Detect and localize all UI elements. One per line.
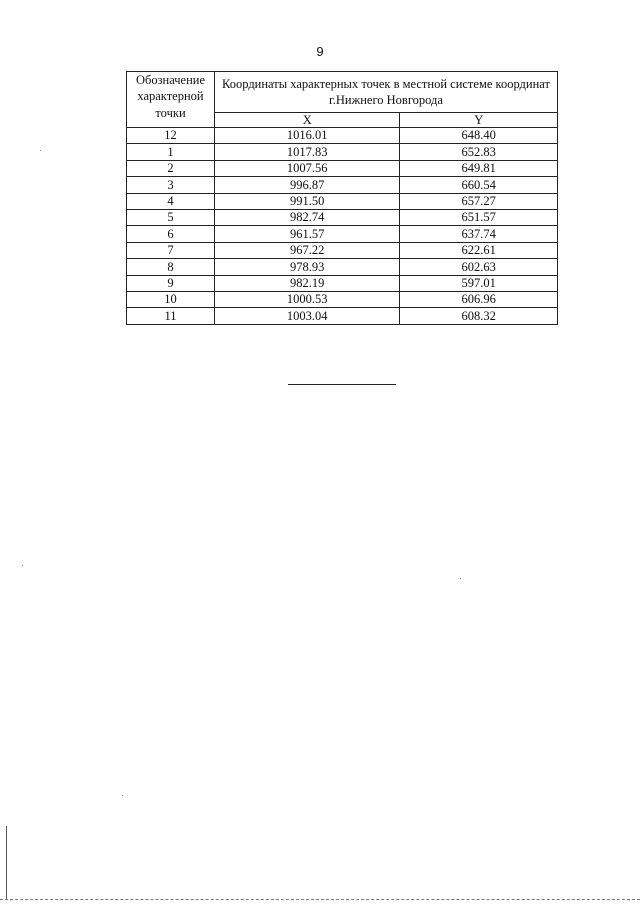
point-cell: 11 [127,308,215,324]
point-cell: 10 [127,291,215,307]
y-cell: 637.74 [400,226,558,242]
y-cell: 651.57 [400,209,558,225]
table-row [127,242,558,258]
point-cell: 12 [127,128,215,144]
x-cell: 978.93 [215,259,400,275]
y-cell: 608.32 [400,308,558,324]
y-cell: 652.83 [400,144,558,160]
table-row [127,209,558,225]
scan-speck [22,565,23,566]
point-cell: 2 [127,160,215,176]
x-cell: 1003.04 [215,308,400,324]
x-cell: 1016.01 [215,128,400,144]
x-cell: 961.57 [215,226,400,242]
x-cell: 1007.56 [215,160,400,176]
table-row [127,144,558,160]
x-cell: 1017.83 [215,144,400,160]
x-cell: 996.87 [215,177,400,193]
x-cell: 982.19 [215,275,400,291]
y-cell: 649.81 [400,160,558,176]
point-cell: 6 [127,226,215,242]
page-number: 9 [316,44,324,59]
scan-bottom-edge [0,899,640,900]
y-cell: 648.40 [400,128,558,144]
x-cell: 982.74 [215,209,400,225]
header-y: Y [400,113,558,128]
point-cell: 5 [127,209,215,225]
header-point-designation: Обозначение характерной точки [127,72,215,128]
point-cell: 7 [127,242,215,258]
table-row [127,160,558,176]
y-cell: 597.01 [400,275,558,291]
table-row [127,177,558,193]
point-cell: 9 [127,275,215,291]
scan-speck [460,578,461,579]
header-coordinates: Координаты характерных точек в местной системе координат г.Нижнего Новгорода [215,72,558,113]
x-cell: 991.50 [215,193,400,209]
scan-speck [40,150,41,151]
end-rule [288,384,396,385]
point-cell: 8 [127,259,215,275]
y-cell: 602.63 [400,259,558,275]
point-cell: 1 [127,144,215,160]
table-row [127,193,558,209]
y-cell: 660.54 [400,177,558,193]
table-row [127,128,558,144]
table-row [127,275,558,291]
table-row [127,259,558,275]
scan-speck [122,795,123,796]
scan-edge-mark [6,826,7,900]
table-row [127,226,558,242]
header-x: X [215,113,400,128]
y-cell: 606.96 [400,291,558,307]
table-row [127,291,558,307]
x-cell: 967.22 [215,242,400,258]
coordinates-table [126,71,558,325]
point-cell: 3 [127,177,215,193]
x-cell: 1000.53 [215,291,400,307]
table-row [127,308,558,324]
y-cell: 657.27 [400,193,558,209]
point-cell: 4 [127,193,215,209]
y-cell: 622.61 [400,242,558,258]
